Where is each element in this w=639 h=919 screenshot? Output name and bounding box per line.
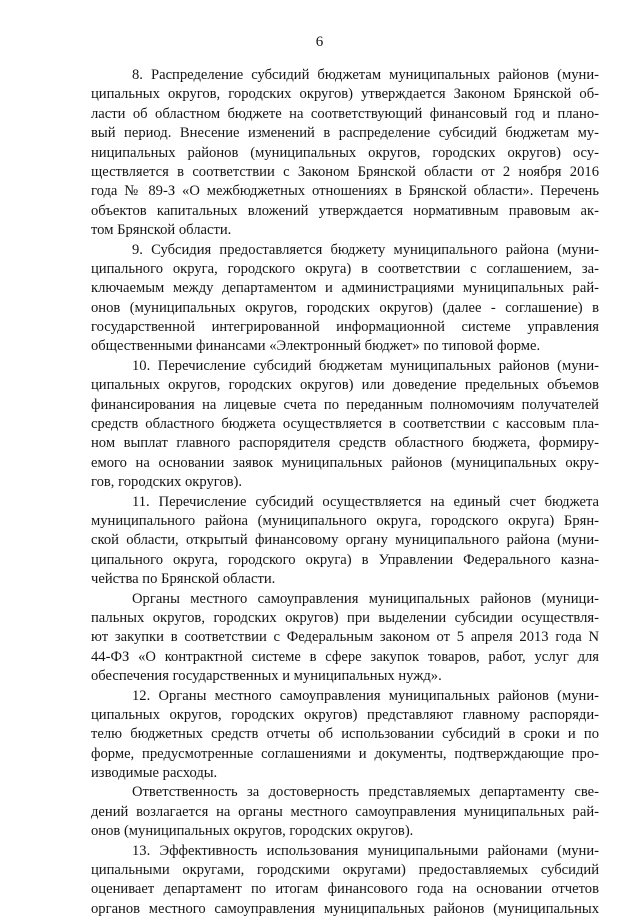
text-line: дений возлагается на органы местного самоуправления муниципальных рай- [91, 803, 599, 820]
text-line: ют закупки в соответствии с Федеральным законом от 5 апреля 2013 года N [91, 629, 599, 646]
text-line: ской области, открытый финансовому органу муниципального района (муни- [91, 532, 599, 549]
text-line: ципального округа, городского округа) в Управлении Федерального казна- [91, 551, 599, 568]
text-line: ласти об областном бюджете на соответствующий финансовый год и плано- [91, 105, 599, 122]
text-line: изводимые расходы. [91, 765, 218, 782]
text-line: онов (муниципальных округов, городских округов) (далее - соглашение) в [91, 299, 599, 316]
text-line: том Брянской области. [91, 222, 232, 239]
text-line: емого на основании заявок муниципальных районов (муниципальных окру- [91, 454, 599, 471]
text-line: 9. Субсидия предоставляется бюджету муниципального района (муни- [132, 241, 599, 258]
text-line: ниципальных районов (муниципальных округов, городских округов) осу- [91, 144, 599, 161]
document-body [91, 66, 599, 919]
text-line: телю бюджетных средств отчеты об использовании субсидий в сроки и по [91, 726, 599, 743]
text-line: ном выплат главного распорядителя средств областного бюджета, формиру- [91, 435, 599, 452]
text-line: онов (муниципальных округов, городских округов). [91, 823, 414, 840]
text-line: 13. Эффективность использования муниципальными районами (муни- [132, 842, 599, 859]
text-line: ществляется в соответствии с Законом Брянской области от 2 ноября 2016 [91, 163, 599, 180]
text-line: года № 89-З «О межбюджетных отношениях в Брянской области». Перечень [91, 183, 599, 200]
text-line: 44-ФЗ «О контрактной системе в сфере закупок товаров, работ, услуг для [91, 648, 599, 665]
text-line: органов местного самоуправления муниципальных районов (муниципальных [91, 900, 599, 917]
text-line: объектов капитальных вложений утверждается нормативным правовым ак- [91, 202, 599, 219]
text-line: ципальными округами, городскими округами) предоставляемых субсидий [91, 862, 599, 879]
text-line: Органы местного самоуправления муниципальных районов (муници- [132, 590, 599, 607]
text-line: 11. Перечисление субсидий осуществляется на единый счет бюджета [132, 493, 599, 510]
text-line: ципальных округов, городских округов) утверждается Законом Брянской об- [91, 86, 599, 103]
text-line: государственной интегрированной информационной системе управления [91, 319, 599, 336]
text-line: чейства по Брянской области. [91, 571, 276, 588]
page-number: 6 [315, 34, 324, 50]
text-line: ключаемым между департаментом и администрациями муниципальных рай- [91, 280, 599, 297]
text-line: 12. Органы местного самоуправления муниципальных районов (муни- [132, 687, 599, 704]
text-line: вый период. Внесение изменений в распределение субсидий бюджетам му- [91, 125, 599, 142]
text-line: 10. Перечисление субсидий бюджетам муниципальных районов (муни- [132, 357, 599, 374]
text-line: форме, предусмотренные соглашениями и документы, подтверждающие про- [91, 745, 599, 762]
text-line: общественными финансами «Электронный бюджет» по типовой форме. [91, 338, 541, 355]
text-line: 8. Распределение субсидий бюджетам муниципальных районов (муни- [132, 67, 599, 83]
text-line: Ответственность за достоверность представляемых департаменту све- [132, 784, 599, 801]
text-line: ципального округа, городского округа) в соответствии с соглашением, за- [91, 260, 599, 277]
text-line: гов, городских округов). [91, 474, 243, 491]
text-line: муниципального района (муниципального округа, городского округа) Брян- [91, 512, 599, 529]
text-line: обеспечения государственных и муниципальных нужд». [91, 668, 442, 685]
text-line: ципальных округов, городских округов) представляют главному распоряди- [91, 706, 599, 723]
text-line: пальных округов, городских округов) при выделении субсидии осуществля- [91, 609, 599, 626]
text-line: оценивает департамент по итогам финансового года на основании отчетов [91, 881, 599, 898]
text-line: финансирования на лицевые счета по переданным полномочиям получателей [91, 396, 599, 413]
text-line: средств областного бюджета осуществляется в соответствии с кассовым пла- [91, 416, 599, 433]
text-line: ципальных округов, городских округов) или доведение предельных объемов [91, 377, 599, 394]
